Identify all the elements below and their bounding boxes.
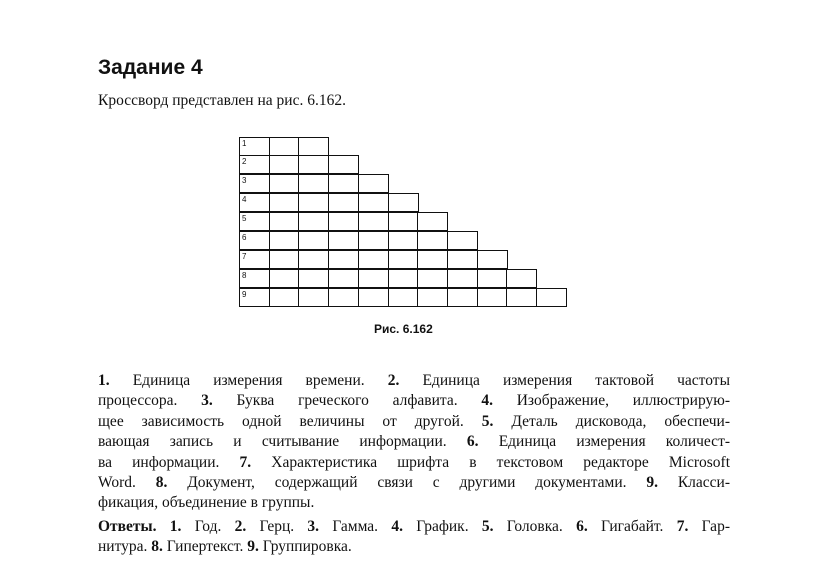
crossword-cell[interactable] (298, 288, 329, 307)
text-segment: фикация, объединение в группы. (98, 494, 315, 512)
crossword-row (239, 175, 567, 194)
item-number: 5. (481, 412, 494, 430)
item-number: 5. (481, 518, 494, 535)
item-number: 8. (155, 474, 168, 492)
crossword-number: 7 (242, 251, 247, 261)
crossword-cell[interactable] (477, 250, 508, 269)
text-line (98, 412, 730, 432)
item-number: 1. (98, 372, 110, 389)
crossword-cell[interactable] (328, 174, 359, 193)
crossword-cell[interactable] (239, 269, 270, 288)
text-line (98, 453, 730, 473)
crossword-number: 8 (242, 270, 247, 280)
crossword-cell[interactable] (269, 250, 300, 269)
crossword-cell[interactable] (298, 269, 329, 288)
text-line (98, 391, 730, 411)
text-segment: Единица измерения времени. (109, 372, 388, 389)
crossword-number: 6 (242, 232, 247, 242)
text-segment: Единица измерения количест- (478, 433, 730, 451)
crossword-cell[interactable] (447, 250, 478, 269)
crossword-cell[interactable] (477, 288, 508, 307)
crossword-row (239, 232, 567, 251)
text-segment: Документ, содержащий связи с другими документами. (167, 474, 647, 492)
text-segment: Гамма. (319, 518, 392, 535)
crossword-cell[interactable] (239, 250, 270, 269)
text-line (98, 517, 730, 537)
crossword-cell[interactable] (417, 250, 448, 269)
crossword-number: 9 (242, 289, 247, 299)
item-number: 7. (676, 518, 689, 535)
text-segment: ва информации. (98, 453, 240, 471)
crossword-cell[interactable] (298, 174, 329, 193)
crossword-cell[interactable] (298, 137, 329, 156)
crossword-cell[interactable] (328, 269, 359, 288)
crossword-cell[interactable] (239, 288, 270, 307)
text-segment: График. (402, 518, 482, 535)
crossword-cell[interactable] (328, 231, 359, 250)
text-segment: Гипертекст. (162, 538, 248, 556)
crossword-cell[interactable] (298, 155, 329, 174)
crossword-cell[interactable] (388, 212, 419, 231)
crossword-number: 2 (242, 156, 247, 166)
crossword-cell[interactable] (298, 231, 329, 250)
crossword-row (239, 194, 567, 213)
crossword-cell[interactable] (269, 269, 300, 288)
crossword-cell[interactable] (239, 212, 270, 231)
crossword-cell[interactable] (328, 193, 359, 212)
text-segment: Группировка. (258, 538, 352, 556)
crossword-cell[interactable] (358, 250, 389, 269)
crossword-cell[interactable] (447, 269, 478, 288)
text-line (98, 473, 730, 493)
item-number: 3. (307, 518, 320, 535)
crossword-cell[interactable] (358, 288, 389, 307)
crossword-cell[interactable] (358, 269, 389, 288)
crossword-cell[interactable] (269, 212, 300, 231)
crossword-row (239, 156, 567, 175)
page-title: Задание 4 (98, 56, 203, 79)
text-line (98, 537, 730, 557)
item-number: 2. (387, 372, 400, 389)
text-segment: Деталь дисковода, обеспечи- (493, 412, 730, 430)
item-number: 6. (576, 518, 588, 535)
crossword-cell[interactable] (388, 288, 419, 307)
clues-paragraph (98, 371, 730, 514)
crossword-cell[interactable] (358, 231, 389, 250)
text-segment: Единица измерения тактовой частоты (399, 372, 730, 389)
crossword-cell[interactable] (506, 269, 537, 288)
text-segment: Гигабайт. (587, 518, 677, 535)
crossword-cell[interactable] (358, 193, 389, 212)
crossword-cell[interactable] (328, 250, 359, 269)
crossword-cell[interactable] (388, 193, 419, 212)
item-number: 8. (151, 538, 163, 556)
text-segment: щее зависимость одной величины от другой. (98, 412, 482, 430)
crossword-row (239, 270, 567, 289)
crossword-cell[interactable] (417, 288, 448, 307)
text-segment: Класси- (657, 474, 730, 492)
crossword-cell[interactable] (536, 288, 567, 307)
crossword-cell[interactable] (417, 269, 448, 288)
crossword-number: 1 (242, 139, 247, 148)
crossword-cell[interactable] (239, 193, 270, 212)
crossword-cell[interactable] (477, 269, 508, 288)
text-segment: Герц. (246, 518, 308, 535)
item-number: 9. (247, 538, 259, 556)
text-segment: Год. (181, 518, 235, 535)
item-number: 3. (201, 392, 213, 410)
text-segment: вающая запись и считывание информации. (98, 433, 467, 451)
crossword-row (239, 213, 567, 232)
text-segment: Головка. (493, 518, 577, 535)
item-number: 4. (391, 518, 403, 535)
text-line (98, 493, 730, 513)
crossword-cell[interactable] (388, 231, 419, 250)
intro-text: Кроссворд представлен на рис. 6.162. (98, 92, 346, 109)
text-segment: Буква греческого алфавита. (212, 392, 482, 410)
crossword-cell[interactable] (417, 212, 448, 231)
text-segment: Изображение, иллюстрирую- (492, 392, 730, 410)
crossword-cell[interactable] (269, 155, 300, 174)
item-number: Ответы. 1. (98, 518, 182, 535)
crossword-cell[interactable] (239, 137, 270, 156)
crossword-cell[interactable] (298, 212, 329, 231)
text-segment: Word. (98, 474, 156, 492)
crossword-cell[interactable] (417, 231, 448, 250)
crossword-cell[interactable] (506, 288, 537, 307)
crossword-cell[interactable] (269, 137, 300, 156)
text-segment: Гар- (688, 518, 730, 535)
crossword-cell[interactable] (358, 174, 389, 193)
crossword-cell[interactable] (447, 288, 478, 307)
item-number: 9. (646, 474, 658, 492)
figure-caption: Рис. 6.162 (374, 322, 433, 336)
crossword-cell[interactable] (298, 250, 329, 269)
crossword-cell[interactable] (269, 231, 300, 250)
crossword-cell[interactable] (239, 174, 270, 193)
crossword-cell[interactable] (358, 212, 389, 231)
item-number: 4. (481, 392, 493, 410)
text-segment: процессора. (98, 392, 202, 410)
crossword-cell[interactable] (298, 193, 329, 212)
crossword-cell[interactable] (269, 288, 300, 307)
text-segment: Характеристика шрифта в текстовом редакторе Microsoft (251, 453, 730, 471)
crossword-number: 3 (242, 175, 247, 185)
item-number: 6. (466, 433, 479, 451)
text-line (98, 432, 730, 452)
crossword-cell[interactable] (328, 212, 359, 231)
answers-paragraph (98, 517, 730, 558)
crossword-cell[interactable] (328, 155, 359, 174)
crossword-row (239, 289, 567, 308)
crossword-cell[interactable] (328, 288, 359, 307)
crossword-grid (239, 137, 567, 308)
text-segment: нитура. (98, 538, 152, 556)
crossword-row (239, 251, 567, 270)
item-number: 2. (234, 518, 247, 535)
crossword-number: 5 (242, 213, 247, 223)
crossword-cell[interactable] (269, 174, 300, 193)
crossword-cell[interactable] (447, 231, 478, 250)
crossword-cell[interactable] (239, 231, 270, 250)
crossword-cell[interactable] (388, 250, 419, 269)
text-line (98, 371, 730, 391)
crossword-number: 4 (242, 194, 247, 204)
crossword-row (239, 137, 567, 156)
crossword-cell[interactable] (239, 155, 270, 174)
crossword-cell[interactable] (388, 269, 419, 288)
crossword-cell[interactable] (269, 193, 300, 212)
item-number: 7. (239, 453, 252, 471)
